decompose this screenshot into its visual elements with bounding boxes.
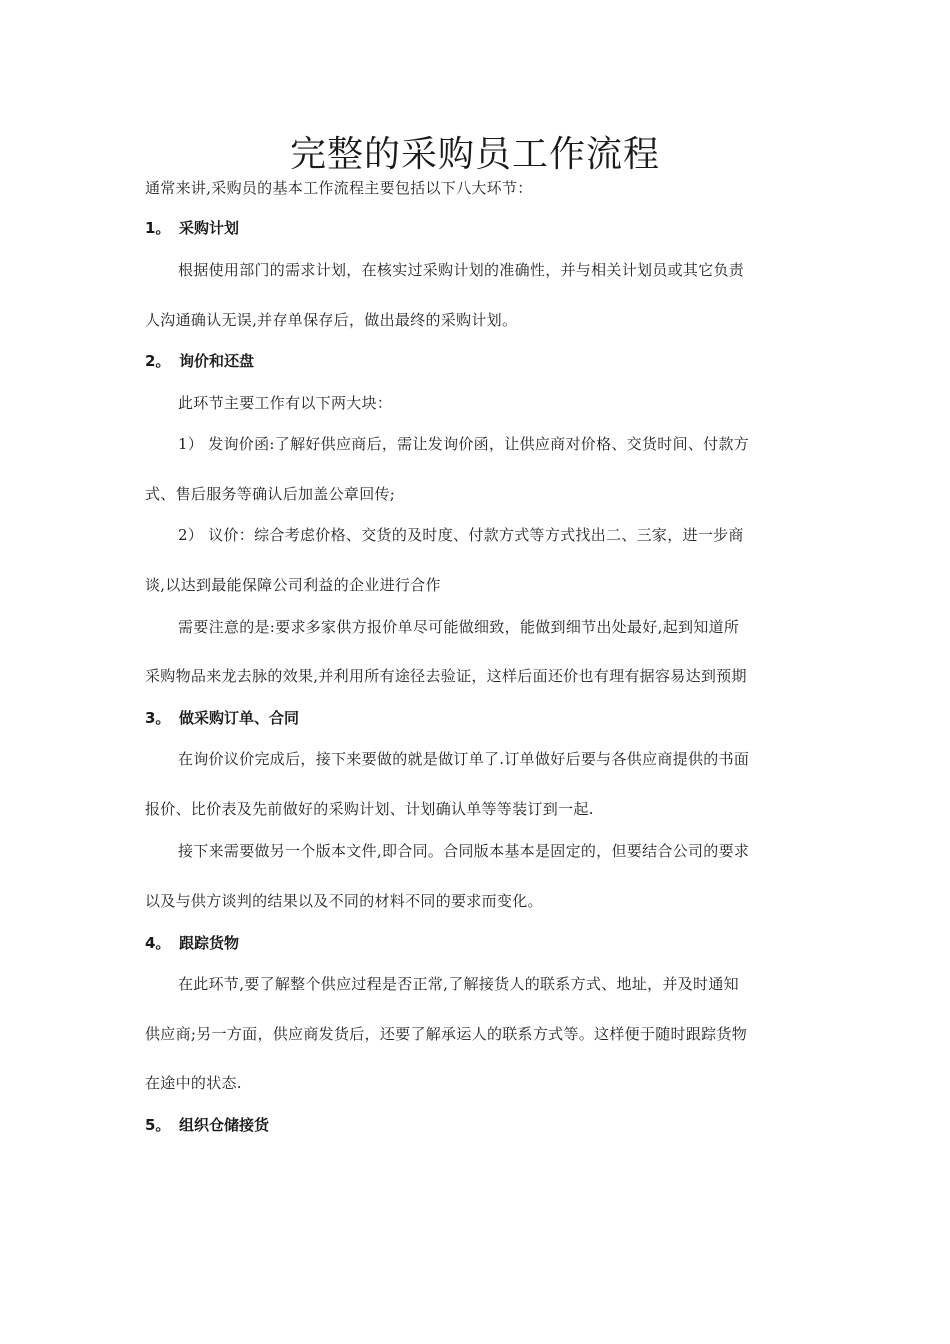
section-title: 跟踪货物 [179,934,240,952]
section-number: 2。 [145,352,171,370]
paragraph-line: 根据使用部门的需求计划，在核实过采购计划的准确性，并与相关计划员或其它负责 [178,261,745,279]
paragraph-line: 在途中的状态. [145,1074,242,1092]
paragraph-line: 采购物品来龙去脉的效果,并利用所有途径去验证，这样后面还价也有理有据容易达到预期 [145,667,747,685]
section-number: 3。 [145,709,171,727]
section-5-heading [145,1115,269,1135]
paragraph-line: 以及与供方谈判的结果以及不同的材料不同的要求而变化。 [145,892,543,910]
document-title: 完整的采购员工作流程 [289,134,660,175]
paragraph-line: 此环节主要工作有以下两大块： [178,394,393,412]
paragraph-line: 报价、比价表及先前做好的采购计划、计划确认单等等装订到一起. [145,800,594,818]
paragraph-line: 式、售后服务等确认后加盖公章回传; [145,485,396,503]
section-title: 组织仓储接货 [179,1116,270,1134]
paragraph-line: 2） 议价：综合考虑价格、交货的及时度、付款方式等方式找出二、三家，进一步商 [178,526,744,544]
section-number: 5。 [145,1116,171,1134]
paragraph-line: 谈,以达到最能保障公司利益的企业进行合作 [145,576,441,594]
section-title: 做采购订单、合同 [179,709,300,727]
section-number: 4。 [145,934,171,952]
section-title: 询价和还盘 [179,352,255,370]
paragraph-line: 接下来需要做另一个版本文件,即合同。合同版本基本是固定的，但要结合公司的要求 [178,842,750,860]
paragraph-line: 人沟通确认无误,并存单保存后，做出最终的采购计划。 [145,311,518,329]
section-4-heading [145,933,239,953]
paragraph-line: 在询价议价完成后，接下来要做的就是做订单了.订单做好后要与各供应商提供的书面 [178,750,750,768]
paragraph-line: 在此环节,要了解整个供应过程是否正常,了解接货人的联系方式、地址，并及时通知 [178,975,739,993]
intro-text: 通常来讲,采购员的基本工作流程主要包括以下八大环节： [145,179,533,197]
section-1-heading [145,218,239,238]
section-3-heading [145,708,299,728]
section-number: 1。 [145,219,171,237]
paragraph-line: 供应商;另一方面，供应商发货后，还要了解承运人的联系方式等。这样便于随时跟踪货物 [145,1025,748,1043]
paragraph-line: 需要注意的是:要求多家供方报价单尽可能做细致，能做到细节出处最好,起到知道所 [178,618,740,636]
section-title: 采购计划 [179,219,240,237]
section-2-heading [145,351,254,371]
paragraph-line: 1） 发询价函:了解好供应商后，需让发询价函，让供应商对价格、交货时间、付款方 [178,435,750,453]
